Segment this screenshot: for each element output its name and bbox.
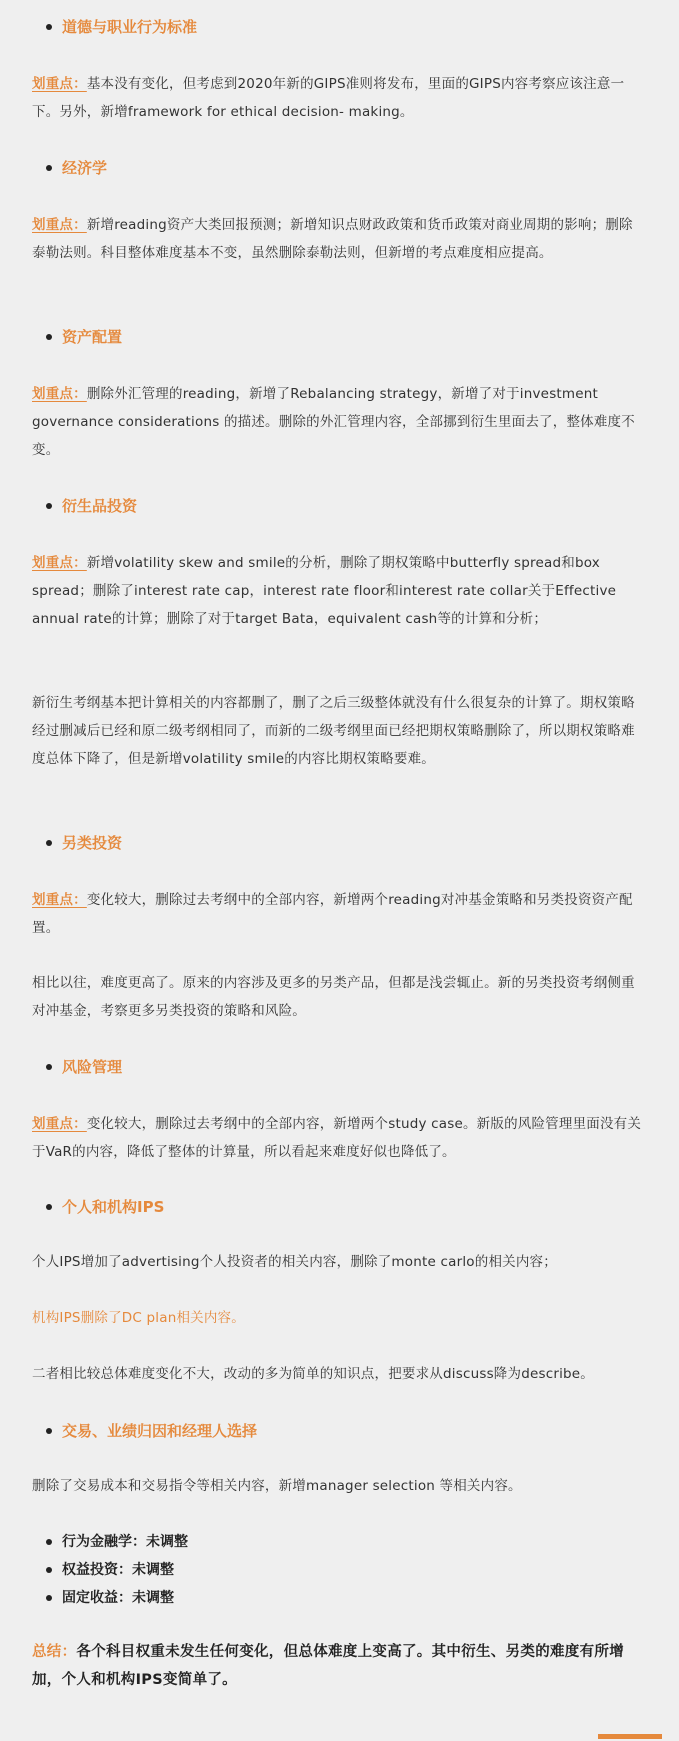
- key-point-label: 划重点：: [32, 76, 87, 92]
- paragraph-text: 相比以往，难度更高了。原来的内容涉及更多的另类产品，但都是浅尝辄止。新的另类投资考纲侧重对冲基金，考察更多另类投资的策略和风险。: [32, 975, 635, 1019]
- bullet-icon: [46, 1204, 52, 1210]
- footer-accent-bar: [598, 1734, 662, 1739]
- paragraph-text: 新增volatility skew and smile的分析，删除了期权策略中butterfly spread和box spread；删除了interest rate cap，interest rate floor和interest rate collar关于Effective annual rate的计算；删除了对于target Bata，equivalent cash等的计算和分析；: [32, 555, 617, 627]
- bullet-icon: [46, 1567, 52, 1573]
- bullet-icon: [46, 1428, 52, 1434]
- section-heading-derivatives: [32, 491, 644, 521]
- paragraph-economics: [32, 211, 644, 267]
- list-item: [32, 1556, 644, 1584]
- section-title: [32, 153, 644, 183]
- paragraph-alternatives-note: [32, 969, 644, 1025]
- section-title-text: 个人和机构IPS: [62, 1198, 165, 1216]
- paragraph-text: 删除了交易成本和交易指令等相关内容，新增manager selection 等相关内容。: [32, 1478, 522, 1494]
- bullet-icon: [46, 503, 52, 509]
- summary-paragraph: [32, 1638, 644, 1694]
- paragraph-derivatives-note: [32, 689, 644, 773]
- bullet-icon: [46, 1064, 52, 1070]
- paragraph-text: 变化较大，删除过去考纲中的全部内容，新增两个reading对冲基金策略和另类投资资产配置。: [32, 892, 633, 936]
- paragraph-alternatives: [32, 886, 644, 942]
- section-title: [32, 491, 644, 521]
- paragraph-text: 删除外汇管理的reading，新增了Rebalancing strategy，新增了对于investment governance considerations 的描述。删除的外汇管理内容，全部挪到衍生里面去了，整体难度不变。: [32, 386, 635, 458]
- key-point-label: 划重点：: [32, 892, 87, 908]
- paragraph-text: 新衍生考纲基本把计算相关的内容都删了，删了之后三级整体就没有什么很复杂的计算了。期权策略经过删减后已经和原二级考纲相同了，而新的二级考纲里面已经把期权策略删除了，所以期权策略难度总体下降了，但是新增volatility smile的内容比期权策略要难。: [32, 695, 635, 767]
- list-item: [32, 1584, 644, 1612]
- section-heading-asset-allocation: [32, 322, 644, 352]
- paragraph-asset-allocation: [32, 380, 644, 464]
- section-title-text: 道德与职业行为标准: [62, 18, 198, 36]
- paragraph-risk-management: [32, 1110, 644, 1166]
- section-title: [32, 1052, 644, 1082]
- bullet-icon: [46, 165, 52, 171]
- paragraph-text: 新增reading资产大类回报预测；新增知识点财政政策和货币政策对商业周期的影响；删除泰勒法则。科目整体难度基本不变，虽然删除泰勒法则，但新增的考点难度相应提高。: [32, 217, 633, 261]
- section-heading-trading: [32, 1416, 644, 1446]
- section-title-text: 衍生品投资: [62, 497, 138, 515]
- summary-label: 总结：: [32, 1644, 77, 1660]
- key-point-label: 划重点：: [32, 386, 87, 402]
- section-title-text: 风险管理: [62, 1058, 123, 1076]
- paragraph-ips-note: [32, 1360, 644, 1388]
- section-heading-ips: [32, 1192, 644, 1222]
- section-title: [32, 322, 644, 352]
- bullet-icon: [46, 1595, 52, 1601]
- paragraph-text: 个人IPS增加了advertising个人投资者的相关内容，删除了monte carlo的相关内容；: [32, 1254, 557, 1270]
- list-item-text: 权益投资：未调整: [62, 1562, 174, 1578]
- list-item: [32, 1528, 644, 1556]
- bullet-icon: [46, 334, 52, 340]
- summary-text: 各个科目权重未发生任何变化，但总体难度上变高了。其中衍生、另类的难度有所增加，个人和机构IPS变简单了。: [32, 1644, 625, 1688]
- list-item-text: 行为金融学：未调整: [62, 1534, 188, 1550]
- bullet-icon: [46, 24, 52, 30]
- section-title-text: 交易、业绩归因和经理人选择: [62, 1422, 258, 1440]
- section-title: [32, 1416, 644, 1446]
- bullet-icon: [46, 840, 52, 846]
- section-heading-risk-management: [32, 1052, 644, 1082]
- section-heading-alternatives: [32, 828, 644, 858]
- paragraph-text: 机构IPS删除了DC plan相关内容。: [32, 1310, 245, 1326]
- section-title-text: 经济学: [62, 159, 108, 177]
- paragraph-text: 基本没有变化，但考虑到2020年新的GIPS准则将发布，里面的GIPS内容考察应该注意一下。另外，新增framework for ethical decision- making。: [32, 76, 625, 120]
- section-title: [32, 828, 644, 858]
- section-heading-ethics: [32, 12, 644, 42]
- section-heading-economics: [32, 153, 644, 183]
- section-title-text: 资产配置: [62, 328, 123, 346]
- list-item-text: 固定收益：未调整: [62, 1590, 174, 1606]
- paragraph-trading: [32, 1472, 644, 1500]
- bullet-icon: [46, 1539, 52, 1545]
- section-title: [32, 1192, 644, 1222]
- paragraph-ips-institutional: [32, 1304, 644, 1332]
- section-title: [32, 12, 644, 42]
- paragraph-text: 变化较大，删除过去考纲中的全部内容，新增两个study case。新版的风险管理里面没有关于VaR的内容，降低了整体的计算量，所以看起来难度好似也降低了。: [32, 1116, 642, 1160]
- section-title-text: 另类投资: [62, 834, 123, 852]
- unchanged-subjects-list: [32, 1528, 644, 1612]
- paragraph-ips-personal: [32, 1248, 644, 1276]
- paragraph-derivatives: [32, 549, 644, 633]
- key-point-label: 划重点：: [32, 555, 87, 571]
- paragraph-text: 二者相比较总体难度变化不大，改动的多为简单的知识点，把要求从discuss降为describe。: [32, 1366, 595, 1382]
- key-point-label: 划重点：: [32, 217, 87, 233]
- paragraph-ethics: [32, 70, 644, 126]
- key-point-label: 划重点：: [32, 1116, 87, 1132]
